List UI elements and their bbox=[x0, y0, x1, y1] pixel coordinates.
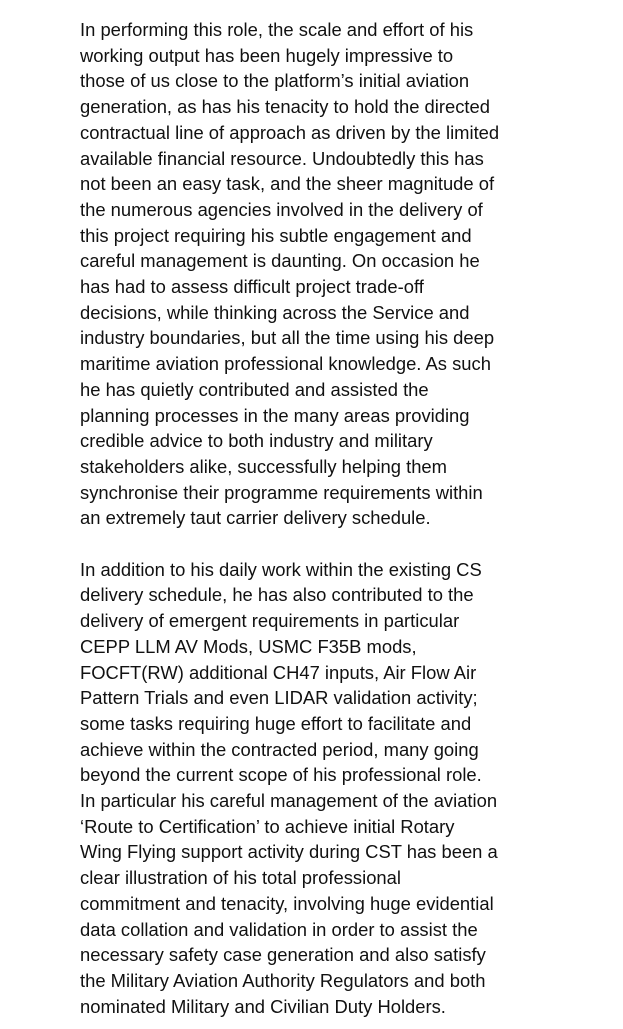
text-line: stakeholders alike, successfully helping them bbox=[80, 455, 447, 477]
text-line: Wing Flying support activity during CST has been a bbox=[80, 841, 498, 863]
text-line: delivery of emergent requirements in particular bbox=[80, 610, 460, 632]
text-line: working output has been hugely impressive to bbox=[80, 44, 454, 66]
text-line: necessary safety case generation and also satisfy bbox=[80, 944, 486, 966]
text-line: contractual line of approach as driven by the limited bbox=[80, 121, 500, 143]
text-line: generation, as has his tenacity to hold the directed bbox=[80, 96, 490, 118]
text-line: decisions, while thinking across the Service and bbox=[80, 301, 470, 323]
text-line: not been an easy task, and the sheer magnitude of bbox=[80, 173, 495, 195]
paragraph-1 bbox=[80, 17, 550, 531]
text-line: delivery schedule, he has also contributed to the bbox=[80, 584, 474, 606]
text-line: FOCFT(RW) additional CH47 inputs, Air Flow Air bbox=[80, 661, 477, 683]
text-line: ‘Route to Certification’ to achieve initial Rotary bbox=[80, 815, 455, 837]
text-line: this project requiring his subtle engagement and bbox=[80, 224, 472, 246]
text-line: In addition to his daily work within the existing CS bbox=[80, 558, 482, 580]
text-line: the numerous agencies involved in the delivery of bbox=[80, 198, 483, 220]
text-line: planning processes in the many areas providing bbox=[80, 404, 470, 426]
text-line: beyond the current scope of his professional role. bbox=[80, 764, 482, 786]
document-body bbox=[80, 17, 550, 1019]
text-line: industry boundaries, but all the time using his deep bbox=[80, 327, 495, 349]
text-line: has had to assess difficult project trade-off bbox=[80, 276, 424, 298]
text-line: available financial resource. Undoubtedly this has bbox=[80, 147, 484, 169]
text-line: the Military Aviation Authority Regulators and both bbox=[80, 970, 486, 991]
text-line: maritime aviation professional knowledge. As such bbox=[80, 353, 491, 375]
text-line: achieve within the contracted period, many going bbox=[80, 738, 479, 760]
text-line: he has quietly contributed and assisted the bbox=[80, 378, 429, 400]
text-line: CEPP LLM AV Mods, USMC F35B mods, bbox=[80, 635, 417, 657]
paragraph-spacer bbox=[80, 531, 550, 557]
text-line: synchronise their programme requirements within bbox=[80, 481, 483, 503]
text-line: In particular his careful management of the aviation bbox=[80, 790, 498, 812]
text-line: some tasks requiring huge effort to facilitate and bbox=[80, 712, 472, 734]
text-line: an extremely taut carrier delivery schedule. bbox=[80, 507, 431, 529]
text-line: clear illustration of his total professional bbox=[80, 867, 401, 889]
text-line: credible advice to both industry and military bbox=[80, 430, 433, 452]
text-line: In performing this role, the scale and effort of his bbox=[80, 19, 474, 40]
text-line: those of us close to the platform’s initial aviation bbox=[80, 70, 470, 92]
paragraph-2 bbox=[80, 557, 550, 1020]
text-line: Pattern Trials and even LIDAR validation activity; bbox=[80, 687, 478, 709]
text-line: careful management is daunting. On occasion he bbox=[80, 250, 480, 272]
text-line: nominated Military and Civilian Duty Holders. bbox=[80, 995, 446, 1017]
text-line: data collation and validation in order to assist the bbox=[80, 918, 478, 940]
text-line: commitment and tenacity, involving huge evidential bbox=[80, 892, 494, 914]
